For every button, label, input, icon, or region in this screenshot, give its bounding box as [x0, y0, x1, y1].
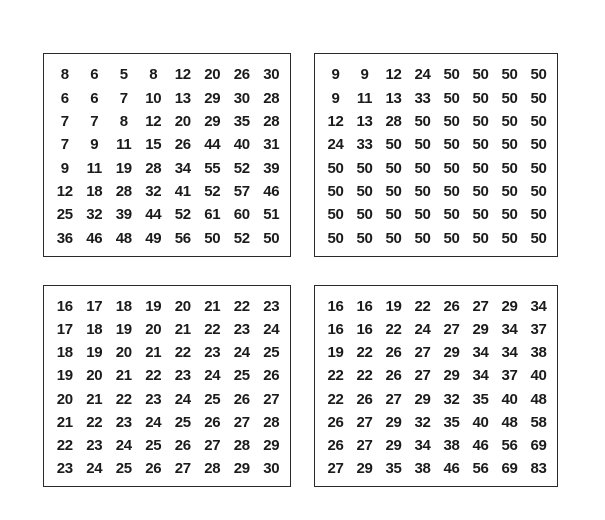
matrix-cell: 18: [86, 183, 103, 201]
matrix-cell: 50: [385, 229, 402, 247]
matrix-cell: 27: [443, 321, 460, 339]
matrix-cell: 28: [263, 413, 280, 431]
matrix-cell: 21: [115, 367, 132, 385]
matrix-cell: 20: [115, 344, 132, 362]
matrix-cell: 11: [86, 159, 102, 177]
matrix-cell: 37: [501, 367, 518, 385]
matrix-cell: 7: [60, 112, 69, 130]
matrix-cell: 28: [385, 112, 402, 130]
matrix-cell: 46: [263, 183, 280, 201]
matrix-cell: 50: [414, 229, 431, 247]
matrix-cell: 30: [233, 89, 250, 107]
matrix-cell: 50: [204, 229, 221, 247]
matrix-cell: 19: [385, 298, 402, 316]
matrix-grid: [321, 295, 553, 480]
matrix-cell: 29: [204, 112, 221, 130]
matrix-cell: 16: [327, 298, 344, 316]
matrix-cell: 23: [233, 321, 250, 339]
matrix-cell: 28: [263, 112, 280, 130]
matrix-cell: 50: [414, 183, 431, 201]
matrix-cell: 37: [530, 321, 547, 339]
matrix-cell: 50: [501, 89, 518, 107]
matrix-cell: 26: [385, 367, 402, 385]
matrix-cell: 24: [145, 413, 162, 431]
matrix-cell: 29: [501, 298, 518, 316]
matrix-cell: 27: [327, 459, 344, 477]
matrix-cell: 40: [233, 136, 250, 154]
matrix-cell: 26: [356, 390, 373, 408]
matrix-cell: 25: [174, 413, 191, 431]
matrix-cell: 27: [414, 344, 431, 362]
matrix-cell: 13: [356, 112, 373, 130]
matrix-cell: 56: [501, 436, 518, 454]
matrix-cell: 60: [233, 206, 250, 224]
matrix-cell: 12: [56, 183, 73, 201]
matrix-cell: 22: [356, 367, 373, 385]
matrix-cell: 50: [356, 229, 373, 247]
matrix-cell: 52: [204, 183, 221, 201]
matrix-cell: 50: [385, 136, 402, 154]
matrix-cell: 50: [385, 183, 402, 201]
matrix-cell: 50: [327, 206, 344, 224]
matrix-cell: 44: [204, 136, 221, 154]
matrix-cell: 22: [86, 413, 103, 431]
matrix-cell: 23: [204, 344, 221, 362]
matrix-cell: 26: [174, 136, 191, 154]
matrix-cell: 57: [233, 183, 250, 201]
matrix-cell: 83: [530, 459, 547, 477]
matrix-cell: 34: [414, 436, 431, 454]
matrix-cell: 16: [327, 321, 344, 339]
matrix-grid: [321, 63, 553, 250]
matrix-cell: 50: [472, 89, 489, 107]
matrix-cell: 12: [174, 66, 191, 84]
matrix-cell: 46: [86, 229, 103, 247]
matrix-cell: 34: [501, 321, 518, 339]
matrix-cell: 48: [115, 229, 132, 247]
matrix-cell: 12: [327, 112, 344, 130]
matrix-cell: 34: [530, 298, 547, 316]
matrix-cell: 19: [115, 321, 132, 339]
matrix-cell: 29: [472, 321, 489, 339]
matrix-cell: 50: [501, 229, 518, 247]
matrix-cell: 28: [145, 159, 162, 177]
matrix-cell: 50: [472, 229, 489, 247]
matrix-cell: 22: [356, 344, 373, 362]
matrix-cell: 29: [385, 413, 402, 431]
matrix-cell: 35: [385, 459, 402, 477]
matrix-cell: 26: [233, 390, 250, 408]
matrix-cell: 50: [414, 206, 431, 224]
matrix-cell: 27: [233, 413, 250, 431]
matrix-cell: 40: [530, 367, 547, 385]
matrix-cell: 16: [56, 298, 73, 316]
matrix-cell: 50: [443, 159, 460, 177]
matrix-cell: 29: [204, 89, 221, 107]
matrix-cell: 23: [56, 459, 73, 477]
matrix-cell: 50: [263, 229, 280, 247]
matrix-cell: 50: [530, 89, 547, 107]
matrix-cell: 50: [356, 159, 373, 177]
matrix-cell: 21: [86, 390, 103, 408]
matrix-cell: 26: [385, 344, 402, 362]
matrix-cell: 35: [472, 390, 489, 408]
matrix-cell: 50: [356, 206, 373, 224]
matrix-cell: 17: [86, 298, 103, 316]
matrix-cell: 34: [472, 344, 489, 362]
matrix-cell: 29: [414, 390, 431, 408]
matrix-cell: 50: [472, 183, 489, 201]
matrix-cell: 8: [60, 66, 69, 84]
matrix-cell: 50: [530, 112, 547, 130]
matrix-cell: 50: [472, 136, 489, 154]
matrix-cell: 7: [60, 136, 69, 154]
matrix-cell: 34: [174, 159, 191, 177]
matrix-cell: 18: [86, 321, 103, 339]
matrix-cell: 29: [443, 367, 460, 385]
matrix-cell: 13: [385, 89, 402, 107]
matrix-cell: 29: [233, 459, 250, 477]
matrix-cell: 50: [443, 206, 460, 224]
matrix-cell: 26: [443, 298, 460, 316]
matrix-cell: 10: [145, 89, 162, 107]
matrix-cell: 25: [56, 206, 73, 224]
matrix-cell: 19: [86, 344, 103, 362]
matrix-cell: 50: [327, 183, 344, 201]
matrix-cell: 33: [356, 136, 373, 154]
matrix-cell: 24: [414, 66, 431, 84]
matrix-cell: 24: [115, 436, 132, 454]
matrix-cell: 15: [145, 136, 162, 154]
matrix-cell: 50: [530, 183, 547, 201]
matrix-cell: 27: [263, 390, 280, 408]
matrix-cell: 58: [530, 413, 547, 431]
matrix-cell: 50: [443, 66, 460, 84]
matrix-cell: 50: [385, 159, 402, 177]
matrix-cell: 30: [263, 459, 280, 477]
matrix-cell: 32: [414, 413, 431, 431]
matrix-cell: 50: [443, 89, 460, 107]
matrix-cell: 50: [472, 112, 489, 130]
matrix-cell: 49: [145, 229, 162, 247]
matrix-cell: 29: [443, 344, 460, 362]
matrix-cell: 28: [233, 436, 250, 454]
matrix-cell: 69: [530, 436, 547, 454]
matrix-cell: 50: [414, 159, 431, 177]
matrix-cell: 50: [530, 66, 547, 84]
matrix-cell: 24: [233, 344, 250, 362]
matrix-cell: 22: [327, 367, 344, 385]
matrix-cell: 18: [56, 344, 73, 362]
matrix-cell: 11: [356, 89, 373, 107]
matrix-cell: 9: [60, 159, 69, 177]
matrix-cell: 29: [356, 459, 373, 477]
matrix-cell: 26: [233, 66, 250, 84]
matrix-cell: 35: [233, 112, 250, 130]
matrix-panel-top-right: [314, 53, 558, 257]
matrix-cell: 46: [472, 436, 489, 454]
matrix-cell: 6: [90, 66, 99, 84]
matrix-cell: 34: [501, 344, 518, 362]
matrix-cell: 25: [145, 436, 162, 454]
matrix-cell: 22: [204, 321, 221, 339]
matrix-cell: 21: [56, 413, 73, 431]
matrix-cell: 21: [174, 321, 191, 339]
matrix-cell: 22: [174, 344, 191, 362]
matrix-cell: 50: [443, 112, 460, 130]
matrix-cell: 69: [501, 459, 518, 477]
matrix-cell: 50: [327, 229, 344, 247]
matrix-cell: 16: [356, 298, 373, 316]
matrix-cell: 32: [145, 183, 162, 201]
matrix-cell: 21: [204, 298, 221, 316]
matrix-cell: 34: [472, 367, 489, 385]
matrix-cell: 9: [90, 136, 99, 154]
matrix-cell: 13: [174, 89, 191, 107]
matrix-cell: 21: [145, 344, 162, 362]
matrix-cell: 39: [263, 159, 280, 177]
matrix-cell: 56: [472, 459, 489, 477]
matrix-cell: 52: [233, 159, 250, 177]
matrix-cell: 22: [385, 321, 402, 339]
matrix-cell: 16: [356, 321, 373, 339]
matrix-cell: 20: [174, 112, 191, 130]
matrix-cell: 8: [149, 66, 158, 84]
matrix-cell: 44: [145, 206, 162, 224]
matrix-cell: 36: [56, 229, 73, 247]
matrix-cell: 28: [204, 459, 221, 477]
matrix-cell: 7: [90, 112, 99, 130]
matrix-cell: 25: [204, 390, 221, 408]
matrix-cell: 39: [115, 206, 132, 224]
matrix-cell: 24: [414, 321, 431, 339]
matrix-cell: 22: [56, 436, 73, 454]
matrix-cell: 50: [501, 183, 518, 201]
matrix-cell: 22: [414, 298, 431, 316]
matrix-cell: 23: [145, 390, 162, 408]
matrix-cell: 20: [174, 298, 191, 316]
matrix-cell: 26: [327, 413, 344, 431]
matrix-cell: 18: [115, 298, 132, 316]
matrix-cell: 50: [443, 229, 460, 247]
matrix-cell: 50: [530, 136, 547, 154]
matrix-cell: 20: [86, 367, 103, 385]
matrix-cell: 32: [443, 390, 460, 408]
matrix-cell: 26: [204, 413, 221, 431]
matrix-cell: 50: [501, 159, 518, 177]
matrix-cell: 23: [86, 436, 103, 454]
matrix-cell: 11: [116, 136, 132, 154]
matrix-cell: 33: [414, 89, 431, 107]
matrix-cell: 50: [385, 206, 402, 224]
matrix-cell: 61: [204, 206, 221, 224]
matrix-cell: 27: [414, 367, 431, 385]
matrix-cell: 24: [327, 136, 344, 154]
matrix-cell: 28: [115, 183, 132, 201]
matrix-cell: 55: [204, 159, 221, 177]
matrix-cell: 29: [385, 436, 402, 454]
matrix-cell: 52: [233, 229, 250, 247]
matrix-cell: 20: [56, 390, 73, 408]
matrix-cell: 9: [360, 66, 369, 84]
matrix-panel-bottom-right: [314, 285, 558, 487]
matrix-cell: 23: [115, 413, 132, 431]
matrix-cell: 27: [356, 413, 373, 431]
matrix-cell: 26: [174, 436, 191, 454]
matrix-cell: 50: [501, 136, 518, 154]
matrix-panel-top-left: [43, 53, 291, 257]
matrix-cell: 25: [263, 344, 280, 362]
matrix-cell: 51: [263, 206, 280, 224]
matrix-cell: 50: [530, 206, 547, 224]
matrix-cell: 30: [263, 66, 280, 84]
matrix-cell: 5: [119, 66, 128, 84]
matrix-cell: 28: [263, 89, 280, 107]
matrix-cell: 20: [204, 66, 221, 84]
matrix-grid: [50, 63, 286, 250]
matrix-cell: 12: [145, 112, 162, 130]
matrix-cell: 20: [145, 321, 162, 339]
matrix-cell: 32: [86, 206, 103, 224]
matrix-cell: 50: [414, 112, 431, 130]
matrix-cell: 8: [119, 112, 128, 130]
matrix-cell: 50: [414, 136, 431, 154]
matrix-cell: 24: [263, 321, 280, 339]
matrix-cell: 23: [263, 298, 280, 316]
matrix-cell: 25: [233, 367, 250, 385]
matrix-cell: 50: [530, 229, 547, 247]
matrix-cell: 41: [174, 183, 191, 201]
matrix-cell: 48: [530, 390, 547, 408]
matrix-cell: 7: [119, 89, 128, 107]
matrix-panel-bottom-left: [43, 285, 291, 487]
matrix-cell: 22: [145, 367, 162, 385]
matrix-cell: 50: [501, 206, 518, 224]
matrix-cell: 22: [233, 298, 250, 316]
matrix-cell: 22: [115, 390, 132, 408]
matrix-cell: 24: [204, 367, 221, 385]
matrix-cell: 26: [145, 459, 162, 477]
matrix-cell: 40: [472, 413, 489, 431]
matrix-cell: 22: [327, 390, 344, 408]
matrix-cell: 31: [263, 136, 280, 154]
matrix-cell: 27: [356, 436, 373, 454]
matrix-cell: 46: [443, 459, 460, 477]
matrix-cell: 29: [263, 436, 280, 454]
matrix-cell: 50: [356, 183, 373, 201]
matrix-cell: 27: [204, 436, 221, 454]
matrix-cell: 50: [443, 136, 460, 154]
matrix-cell: 17: [56, 321, 73, 339]
matrix-cell: 27: [385, 390, 402, 408]
matrix-cell: 56: [174, 229, 191, 247]
matrix-cell: 25: [115, 459, 132, 477]
matrix-cell: 9: [331, 89, 340, 107]
matrix-cell: 40: [501, 390, 518, 408]
matrix-cell: 12: [385, 66, 402, 84]
matrix-cell: 26: [263, 367, 280, 385]
matrix-cell: 6: [60, 89, 69, 107]
matrix-cell: 52: [174, 206, 191, 224]
matrix-cell: 48: [501, 413, 518, 431]
matrix-cell: 19: [145, 298, 162, 316]
matrix-cell: 27: [472, 298, 489, 316]
matrix-cell: 38: [530, 344, 547, 362]
matrix-cell: 50: [472, 159, 489, 177]
matrix-cell: 19: [56, 367, 73, 385]
matrix-cell: 6: [90, 89, 99, 107]
matrix-cell: 50: [327, 159, 344, 177]
matrix-cell: 50: [472, 66, 489, 84]
matrix-cell: 19: [327, 344, 344, 362]
matrix-cell: 9: [331, 66, 340, 84]
matrix-cell: 50: [501, 66, 518, 84]
matrix-cell: 50: [501, 112, 518, 130]
matrix-grid: [50, 295, 286, 480]
matrix-cell: 26: [327, 436, 344, 454]
matrix-cell: 35: [443, 413, 460, 431]
matrix-cell: 19: [115, 159, 132, 177]
matrix-cell: 38: [443, 436, 460, 454]
matrix-cell: 50: [472, 206, 489, 224]
matrix-cell: 27: [174, 459, 191, 477]
matrix-cell: 50: [530, 159, 547, 177]
matrix-cell: 24: [86, 459, 103, 477]
matrix-cell: 50: [443, 183, 460, 201]
matrix-cell: 24: [174, 390, 191, 408]
matrix-cell: 23: [174, 367, 191, 385]
matrix-cell: 38: [414, 459, 431, 477]
